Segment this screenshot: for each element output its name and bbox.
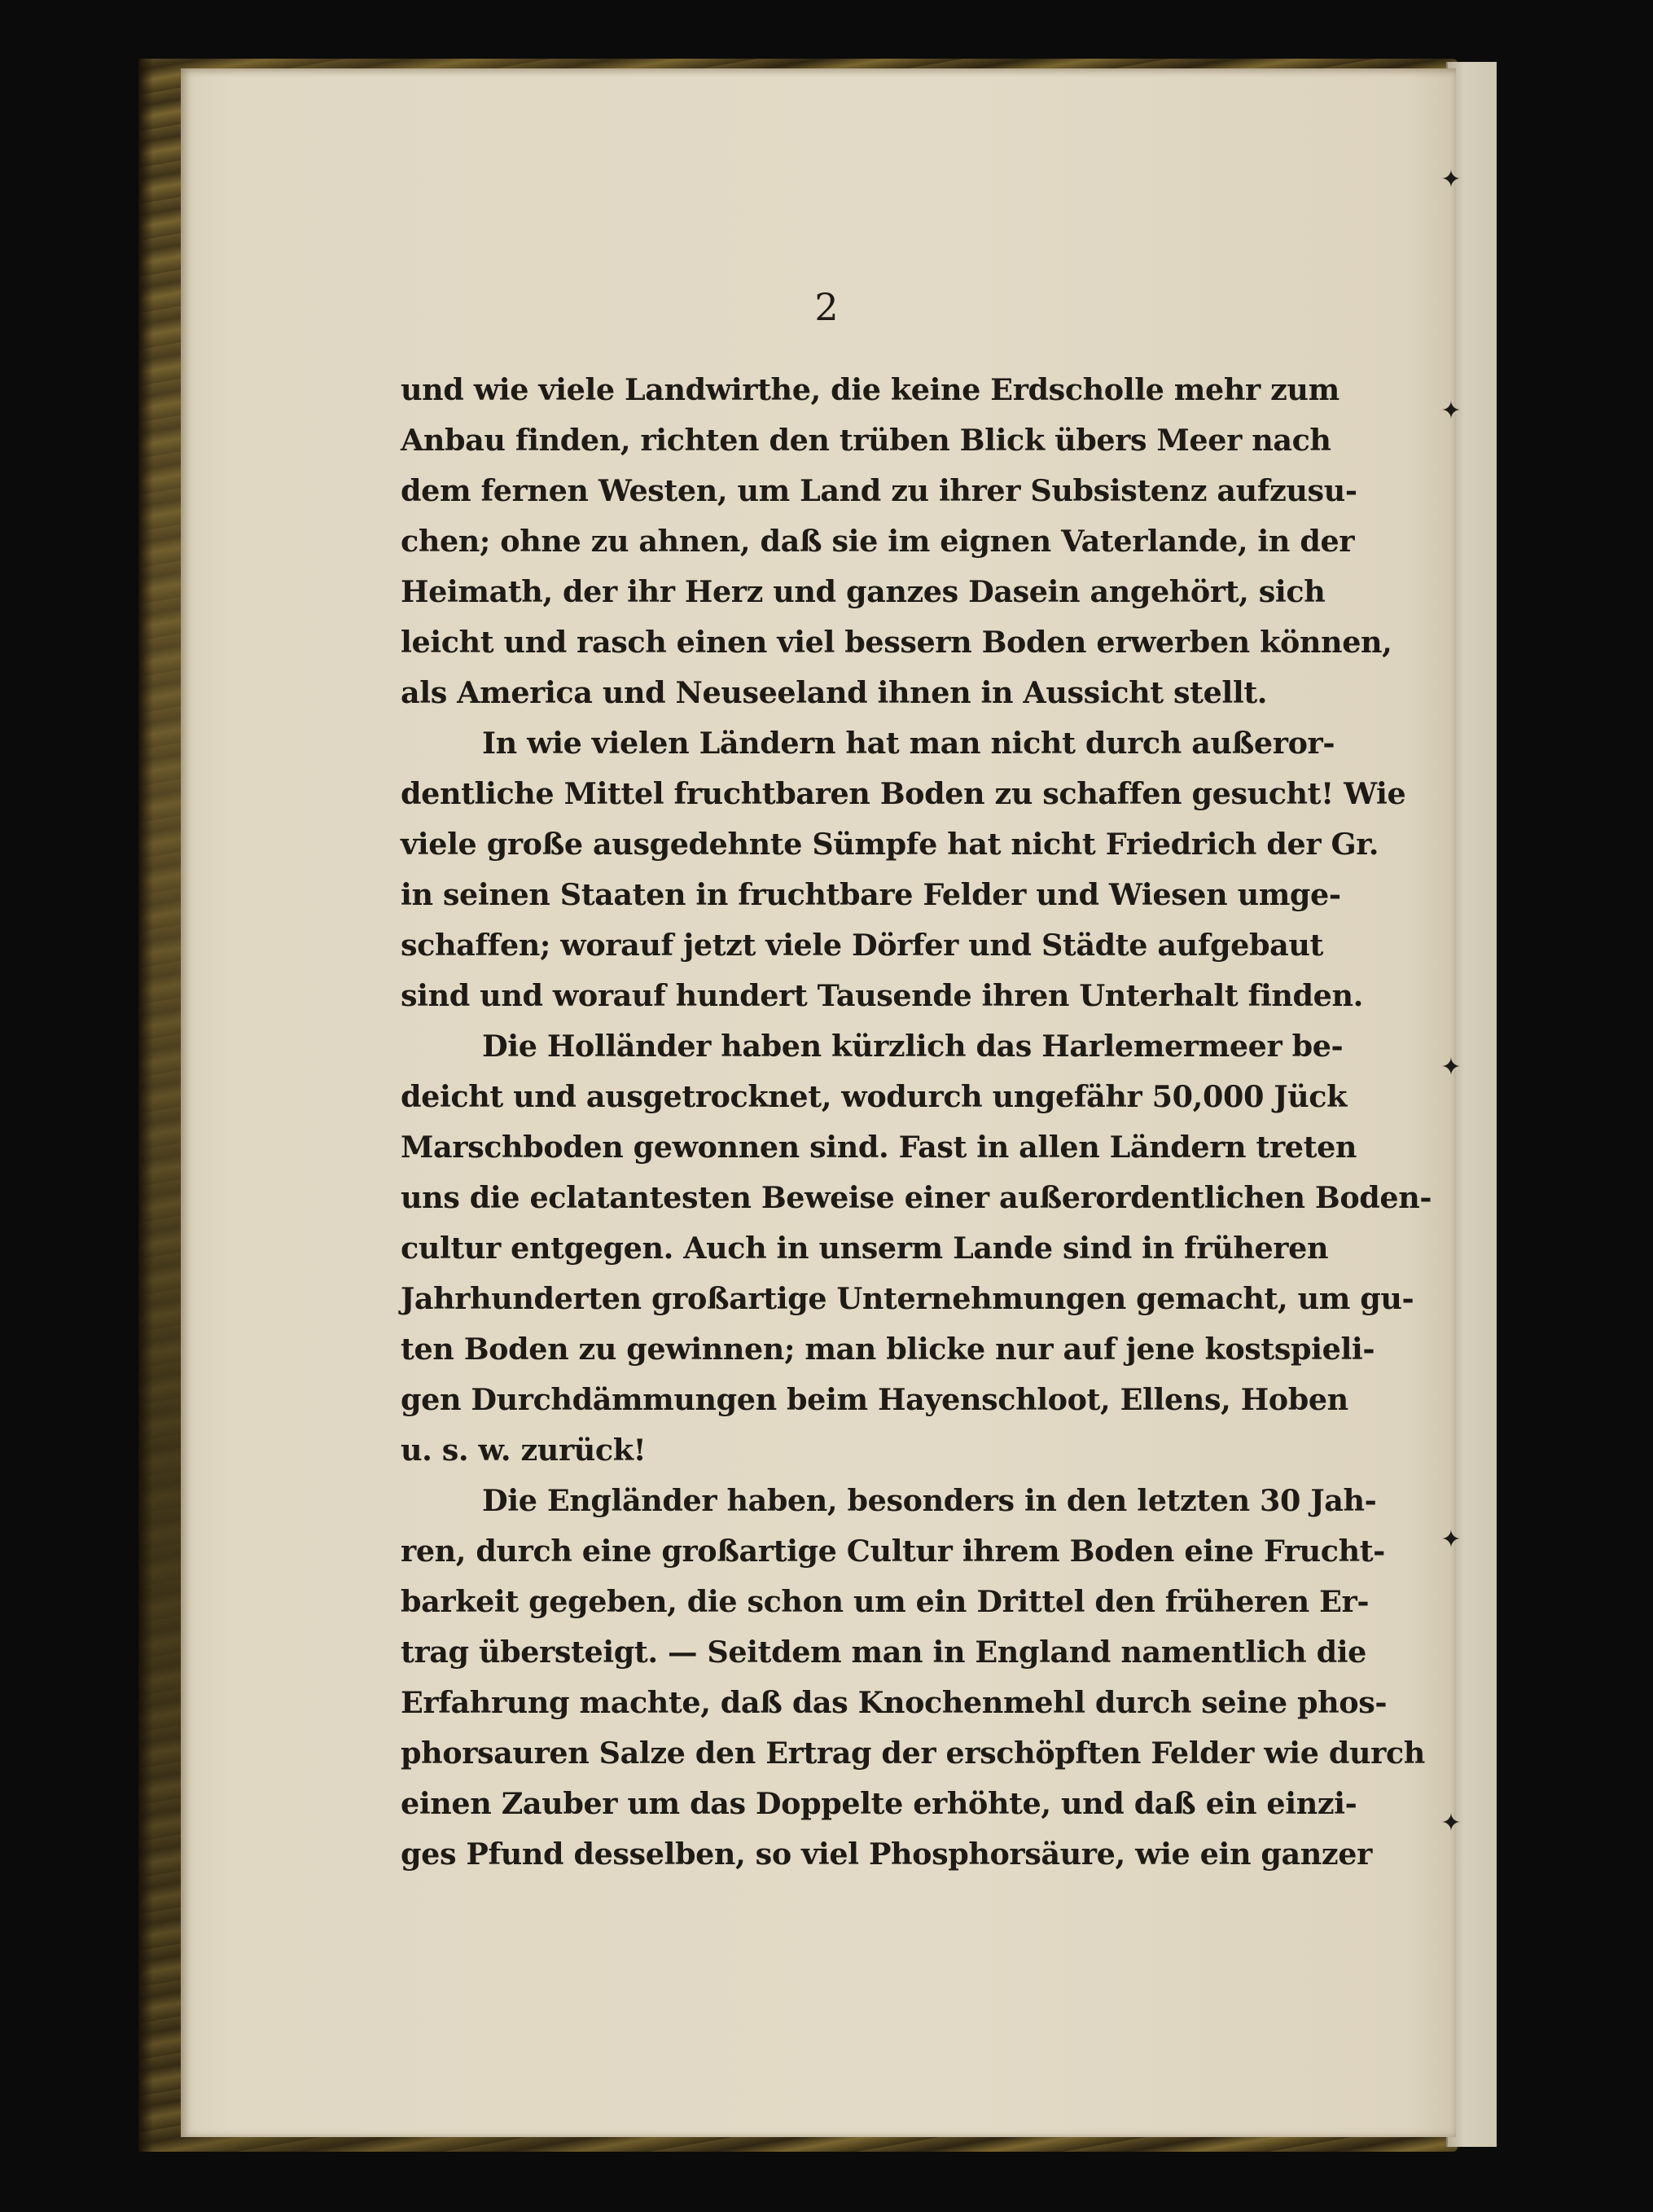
text-line: Anbau finden, richten den trüben Blick übers Meer nach [401,423,1331,458]
text-line: uns die eclatantesten Beweise einer außerordentlichen Boden- [401,1180,1432,1215]
text-line: Jahrhunderten großartige Unternehmungen gemacht, um gu- [401,1281,1414,1316]
text-line: dentliche Mittel fruchtbaren Boden zu schaffen gesucht! Wie [401,776,1406,811]
binding-stitch-icon: ✦ [1440,1525,1462,1554]
text-line: deicht und ausgetrocknet, wodurch ungefähr 50,000 Jück [401,1079,1347,1114]
text-line: Die Holländer haben kürzlich das Harlemermeer be- [482,1029,1344,1064]
text-line: Die Engländer haben, besonders in den letzten 30 Jah- [482,1483,1377,1518]
text-line: In wie vielen Ländern hat man nicht durch außeror- [482,726,1335,761]
text-line: als America und Neuseeland ihnen in Aussicht stellt. [401,675,1268,710]
text-line: einen Zauber um das Doppelte erhöhte, und daß ein einzi- [401,1786,1357,1821]
binding-stitch-icon: ✦ [1440,397,1462,425]
text-line: barkeit gegeben, die schon um ein Drittel den früheren Er- [401,1584,1370,1619]
text-line: leicht und rasch einen viel bessern Boden erwerben können, [401,625,1392,660]
text-line: phorsauren Salze den Ertrag der erschöpften Felder wie durch [401,1736,1425,1771]
text-line: und wie viele Landwirthe, die keine Erdscholle mehr zum [401,372,1340,407]
text-line: viele große ausgedehnte Sümpfe hat nicht Friedrich der Gr. [401,827,1379,862]
text-line: chen; ohne zu ahnen, daß sie im eignen Vaterlande, in der [401,524,1355,559]
body-text [401,365,1432,1880]
binding-stitch-icon: ✦ [1440,1809,1462,1837]
text-line: Marschboden gewonnen sind. Fast in allen Ländern treten [401,1130,1357,1165]
spine-shadow [138,59,153,2152]
text-line: gen Durchdämmungen beim Hayenschloot, Ellens, Hoben [401,1382,1348,1417]
binding-stitch-icon: ✦ [1440,1053,1462,1082]
binding-stitch-icon: ✦ [1440,165,1462,194]
page-number: 2 [814,285,839,329]
text-line: in seinen Staaten in fruchtbare Felder und Wiesen umge- [401,877,1341,912]
text-line: trag übersteigt. — Seitdem man in England namentlich die [401,1635,1366,1670]
text-line: cultur entgegen. Auch in unserm Lande sind in früheren [401,1231,1329,1266]
text-line: schaffen; worauf jetzt viele Dörfer und Städte aufgebaut [401,928,1323,963]
text-line: Erfahrung machte, daß das Knochenmehl durch seine phos- [401,1685,1388,1720]
text-line: Heimath, der ihr Herz und ganzes Dasein angehört, sich [401,574,1326,609]
text-line: dem fernen Westen, um Land zu ihrer Subsistenz aufzusu- [401,473,1357,508]
text-line: sind und worauf hundert Tausende ihren Unterhalt finden. [401,978,1363,1013]
text-line: ren, durch eine großartige Cultur ihrem Boden eine Frucht- [401,1534,1385,1569]
text-line: ges Pfund desselben, so viel Phosphorsäure, wie ein ganzer [401,1837,1372,1872]
text-line: u. s. w. zurück! [401,1433,647,1468]
text-line: ten Boden zu gewinnen; man blicke nur auf jene kostspieli- [401,1332,1375,1367]
